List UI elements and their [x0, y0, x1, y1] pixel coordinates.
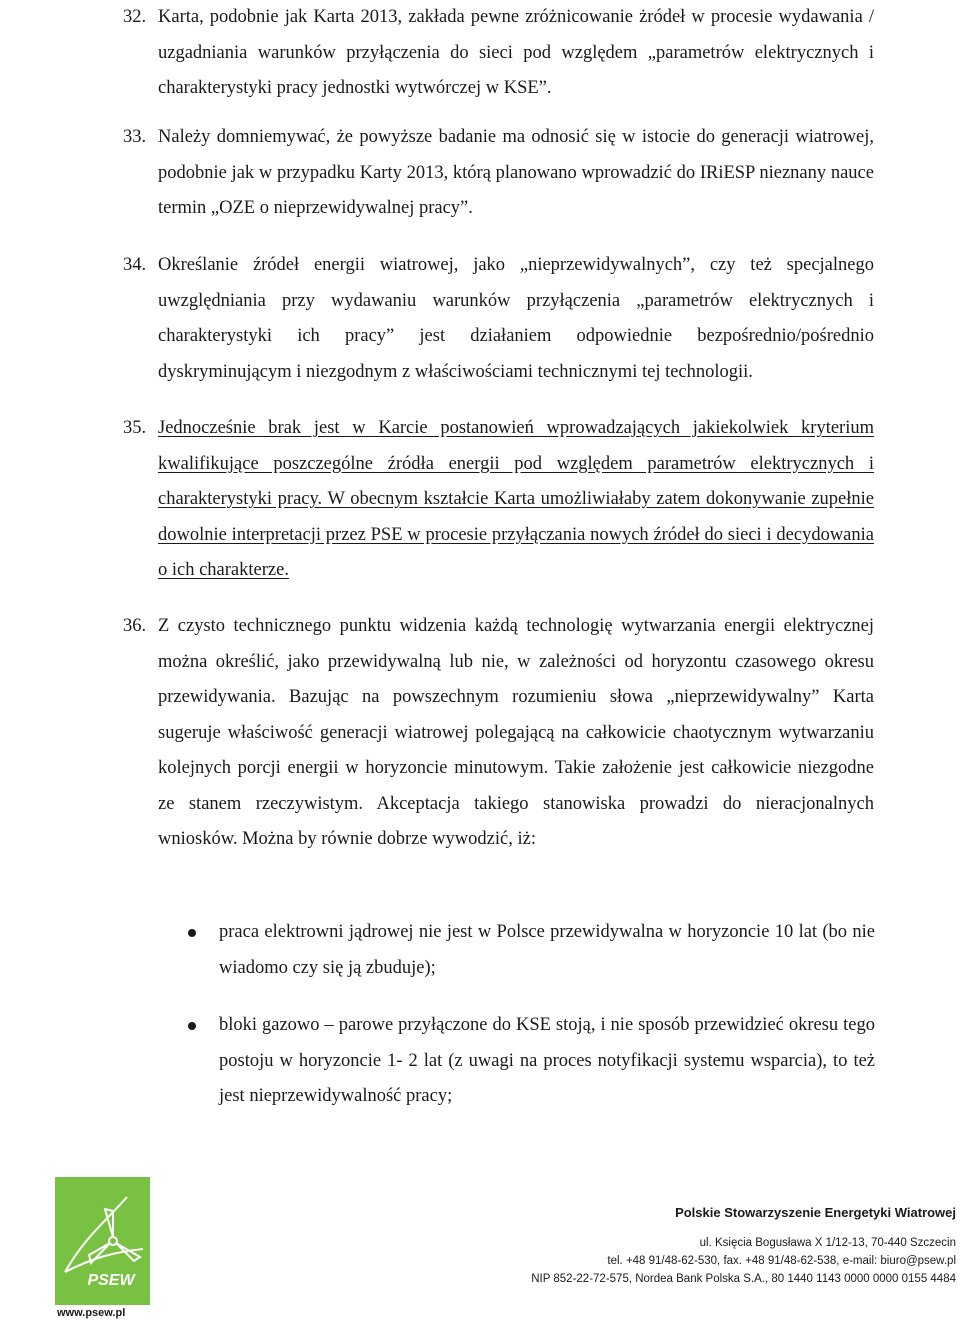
bullet-text: bloki gazowo – parowe przyłączone do KSE stoją, i nie sposób przewidzieć okresu tego postoju w horyzoncie 1- 2 lat (z uwagi na proces notyfikacji systemu wsparcia), to też jest nieprzewidywalność pracy; [219, 1015, 875, 1106]
bullet-icon [188, 929, 196, 937]
paragraph-number: 36. [123, 616, 147, 636]
paragraph-text: Określanie źródeł energii wiatrowej, jako „nieprzewidywalnych”, czy też specjalnego uwzględniania przy wydawaniu warunków przyłączenia „parametrów elektrycznych i charakterystyki ich pracy” jest działaniem odpowiednie bezpośrednio/pośrednio dyskryminującym i niezgodnym z właściwościami technicznymi tej technologii. [158, 255, 874, 382]
paragraph-36 [123, 609, 874, 858]
paragraph-text: Z czysto technicznego punktu widzenia każdą technologię wytwarzania energii elektrycznej można określić, jako przewidywalną lub nie, w zależności od horyzontu czasowego okresu przewidywania. Bazując na powszechnym rozumieniu słowa „nieprzewidywalny” Karta sugeruje właściwość generacji wiatrowej polegającą na całkowicie chaotycznym wytwarzaniu kolejnych porcji energii w horyzoncie minutowym. Takie założenie jest całkowicie niezgodne ze stanem rzeczywistym. Akceptacja takiego stanowiska prowadzi do nieracjonalnych wniosków. Można by równie dobrze wywodzić, iż: [158, 616, 874, 849]
paragraph-number: 34. [123, 255, 147, 275]
logo-box [55, 1177, 150, 1305]
footer-contact [436, 1205, 956, 1288]
contact-line: tel. +48 91/48-62-530, fax. +48 91/48-62-538, e-mail: biuro@psew.pl [607, 1255, 956, 1267]
bullet-item [219, 1008, 875, 1115]
bullet-icon [188, 1022, 196, 1030]
paragraph-number: 35. [123, 418, 147, 438]
paragraph-number: 32. [123, 7, 147, 27]
organization-name: Polskie Stowarzyszenie Energetyki Wiatrowej [675, 1205, 956, 1220]
bullet-item [219, 915, 875, 986]
logo-text: PSEW [87, 1272, 135, 1289]
bullet-text: praca elektrowni jądrowej nie jest w Polsce przewidywalna w horyzoncie 10 lat (bo nie wiadomo czy się ją zbuduje); [219, 922, 875, 978]
address-line: ul. Księcia Bogusława X 1/12-13, 70-440 Szczecin [699, 1237, 956, 1249]
paragraph-text: Jednocześnie brak jest w Karcie postanowień wprowadzających jakiekolwiek kryterium kwalifikujące poszczególne źródła energii pod względem parametrów elektrycznych i charakterystyki pracy. W obecnym kształcie Karta umożliwiałaby zatem dokonywanie zupełnie dowolnie interpretacji przez PSE w procesie przyłączania nowych źródeł do sieci i decydowania o ich charakterze. [158, 418, 874, 580]
wind-turbine-icon [55, 1177, 150, 1305]
paragraph-34 [123, 248, 874, 390]
paragraph-number: 33. [123, 127, 147, 147]
website-url[interactable]: www.psew.pl [57, 1307, 126, 1319]
psew-logo [55, 1177, 150, 1329]
paragraph-35 [123, 411, 874, 589]
paragraph-text: Karta, podobnie jak Karta 2013, zakłada pewne zróżnicowanie żródeł w procesie wydawania / uzgadniania warunków przyłączenia do sieci pod względem „parametrów elektrycznych i charakterystyki pracy jednostki wytwórczej w KSE”. [158, 7, 874, 98]
paragraph-32 [123, 0, 874, 107]
bank-line: NIP 852-22-72-575, Nordea Bank Polska S.A., 80 1440 1143 0000 0000 0155 4484 [531, 1273, 956, 1285]
paragraph-33 [123, 120, 874, 227]
paragraph-text: Należy domniemywać, że powyższe badanie ma odnosić się w istocie do generacji wiatrowej, podobnie jak w przypadku Karty 2013, którą planowano wprowadzić do IRiESP nieznany nauce termin „OZE o nieprzewidywalnej pracy”. [158, 127, 874, 218]
